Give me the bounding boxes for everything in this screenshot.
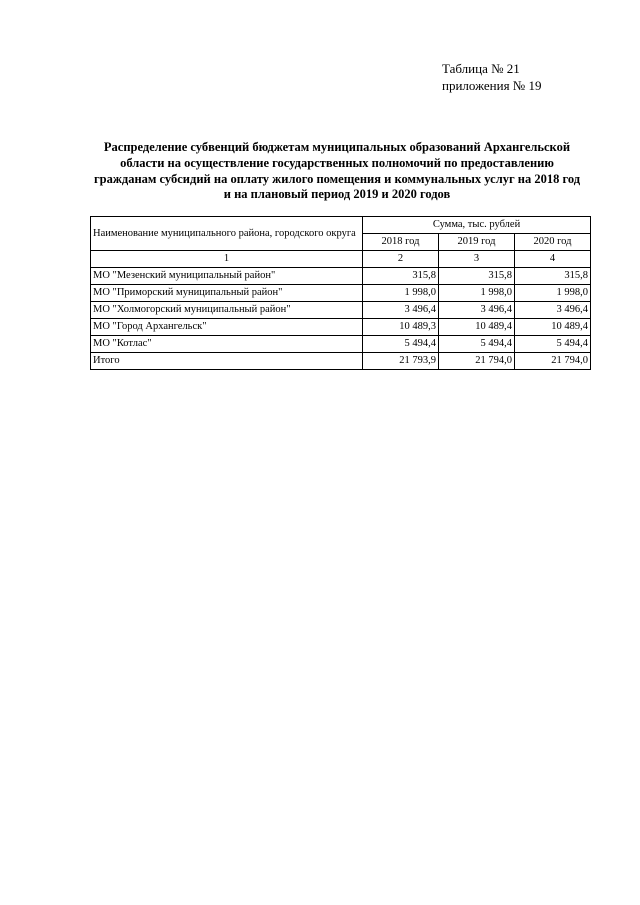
title-line: Распределение субвенций бюджетам муниципальных образований Архангельской: [103, 140, 571, 154]
amount-2018: 5 494,4: [363, 336, 439, 353]
table-row: [91, 319, 591, 336]
amount-2019: 5 494,4: [439, 336, 515, 353]
amount-2020: 315,8: [515, 268, 591, 285]
title-line: гражданам субсидий на оплату жилого помещения и коммунальных услуг на 2018 год: [93, 171, 581, 186]
column-header-year: 2018 год: [363, 234, 439, 251]
amount-2018: 315,8: [363, 268, 439, 285]
municipality-name: МО "Котлас": [91, 336, 363, 353]
amount-2019: 315,8: [439, 268, 515, 285]
table-reference: [442, 60, 541, 94]
table-number: Таблица № 21: [442, 61, 520, 76]
column-header-year: 2019 год: [439, 234, 515, 251]
document-title: [88, 140, 586, 203]
table-header-row: [91, 217, 591, 234]
total-2020: 21 794,0: [515, 353, 591, 370]
amount-2019: 10 489,4: [439, 319, 515, 336]
amount-2019: 1 998,0: [439, 285, 515, 302]
amount-2020: 10 489,4: [515, 319, 591, 336]
column-number-row: [91, 251, 591, 268]
appendix-number: приложения № 19: [442, 78, 542, 93]
amount-2019: 3 496,4: [439, 302, 515, 319]
subvention-table: [90, 216, 591, 370]
table-row: [91, 302, 591, 319]
total-2019: 21 794,0: [439, 353, 515, 370]
amount-2020: 1 998,0: [515, 285, 591, 302]
column-number: 4: [515, 251, 591, 268]
amount-2020: 3 496,4: [515, 302, 591, 319]
amount-2020: 5 494,4: [515, 336, 591, 353]
column-header-year: 2020 год: [515, 234, 591, 251]
table-row: [91, 285, 591, 302]
column-number: 1: [91, 251, 363, 268]
amount-2018: 10 489,3: [363, 319, 439, 336]
total-row: [91, 353, 591, 370]
title-line: и на плановый период 2019 и 2020 годов: [223, 187, 451, 202]
municipality-name: МО "Город Архангельск": [91, 319, 363, 336]
table-row: [91, 336, 591, 353]
amount-2018: 1 998,0: [363, 285, 439, 302]
municipality-name: МО "Холмогорский муниципальный район": [91, 302, 363, 319]
amount-2018: 3 496,4: [363, 302, 439, 319]
column-header-sum: Сумма, тыс. рублей: [363, 217, 591, 234]
column-header-name: Наименование муниципального района, городского округа: [91, 217, 363, 251]
title-line: области на осуществление государственных полномочий по предоставлению: [120, 155, 554, 170]
total-label: Итого: [91, 353, 363, 370]
municipality-name: МО "Мезенский муниципальный район": [91, 268, 363, 285]
column-number: 2: [363, 251, 439, 268]
table-row: [91, 268, 591, 285]
municipality-name: МО "Приморский муниципальный район": [91, 285, 363, 302]
column-number: 3: [439, 251, 515, 268]
total-2018: 21 793,9: [363, 353, 439, 370]
